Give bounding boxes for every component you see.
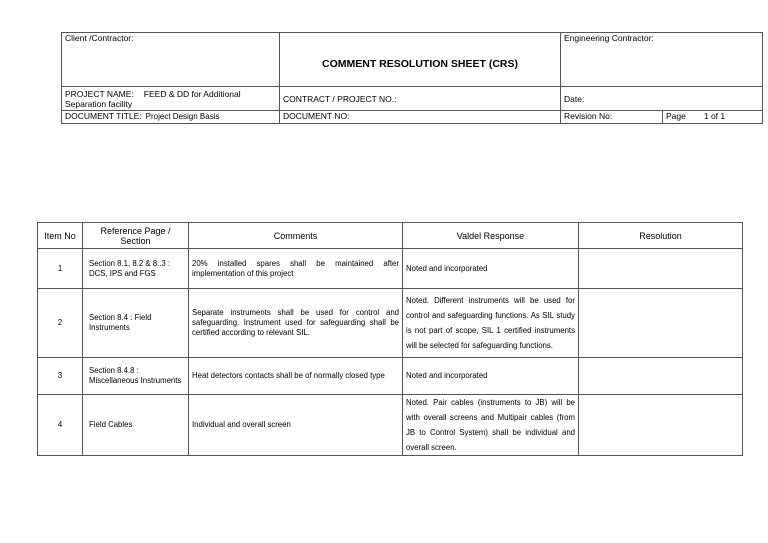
table-header-row: [38, 223, 743, 249]
sheet-title: COMMENT RESOLUTION SHEET (CRS): [280, 33, 561, 87]
revision-cell: [561, 111, 663, 124]
reference-cell: Section 8.4.8 : Miscellaneous Instruments: [83, 358, 189, 395]
comment-cell: Separate instruments shall be used for control and safeguarding. Instrument used for safeguarding shall be certified according to relevant SIL.: [189, 289, 403, 358]
col-header-item: Item No: [38, 223, 83, 249]
project-name-label: PROJECT NAME:: [65, 88, 134, 99]
response-cell: Noted and incorporated: [403, 249, 579, 289]
table-row: [38, 358, 743, 395]
table-row: [38, 289, 743, 358]
col-header-response: Valdel Response: [403, 223, 579, 249]
col-header-reference: Reference Page / Section: [83, 223, 189, 249]
comment-cell: 20% installed spares shall be maintained after implementation of this project: [189, 249, 403, 289]
contract-cell: [280, 87, 561, 111]
col-header-comments: Comments: [189, 223, 403, 249]
table-row: [38, 395, 743, 456]
contract-label: CONTRACT / PROJECT NO.:: [283, 93, 397, 104]
date-cell: [561, 87, 763, 111]
comment-table: [37, 222, 743, 456]
reference-cell: Section 8.1, 8.2 & 8..3 : DCS, IPS and FGS: [83, 249, 189, 289]
resolution-cell: [579, 358, 743, 395]
document-title-cell: [62, 111, 280, 124]
col-header-resolution: Resolution: [579, 223, 743, 249]
engineering-cell: [561, 33, 763, 87]
resolution-cell: [579, 289, 743, 358]
page-cell: [663, 111, 763, 124]
comment-cell: Individual and overall screen: [189, 395, 403, 456]
date-label: Date:: [564, 93, 585, 104]
response-cell: Noted. Pair cables (instruments to JB) will be with overall screens and Multipair cables (from JB to Control System) shall be individual and overall screen.: [403, 395, 579, 456]
response-cell: Noted. Different instruments will be used for control and safeguarding functions. As SIL study is not part of scope, SIL 1 certified instruments will be selected for safeguarding functions.: [403, 289, 579, 358]
engineering-label: Engineering Contractor:: [564, 33, 654, 43]
document-title-label: DOCUMENT TITLE:: [65, 111, 142, 121]
comment-cell: Heat detectors contacts shall be of normally closed type: [189, 358, 403, 395]
document-no-label: DOCUMENT NO:: [283, 111, 350, 121]
table-row: [38, 249, 743, 289]
reference-cell: Field Cables: [83, 395, 189, 456]
item-number: 1: [38, 249, 83, 289]
reference-cell: Section 8.4 : Field Instruments: [83, 289, 189, 358]
client-cell: [62, 33, 280, 87]
item-number: 4: [38, 395, 83, 456]
project-name-value: FEED & DD for Additional Separation facility: [65, 88, 241, 109]
item-number: 2: [38, 289, 83, 358]
document-title-value: Project Design Basis: [145, 112, 220, 121]
header-table: [61, 32, 763, 124]
page-value: 1 of 1: [703, 111, 726, 121]
document-no-cell: [280, 111, 561, 124]
resolution-cell: [579, 249, 743, 289]
item-number: 3: [38, 358, 83, 395]
page-label: Page: [666, 111, 686, 121]
resolution-cell: [579, 395, 743, 456]
response-cell: Noted and incorporated: [403, 358, 579, 395]
revision-label: Revision No:: [564, 111, 613, 121]
client-label: Client /Contractor:: [65, 33, 134, 43]
project-name-cell: [62, 87, 280, 111]
